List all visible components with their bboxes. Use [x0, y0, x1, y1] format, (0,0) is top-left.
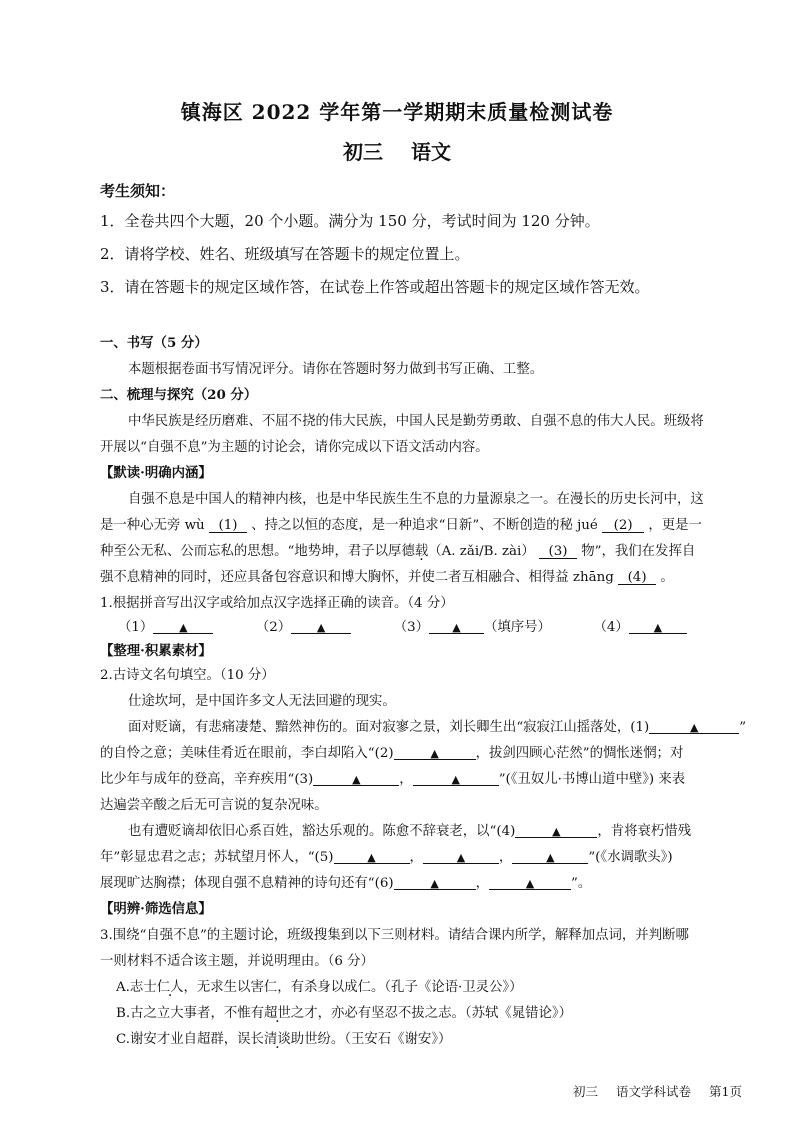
blank-1: (1) [209, 519, 247, 533]
q2-line-2: 面对贬谪，有悲痛凄楚、黯然神伤的。面对寂寥之景，刘长卿生出“寂寂江山摇落处，(1) ▲ ” [128, 720, 747, 735]
blank-4: (4) [618, 571, 656, 585]
passage-line-3: 种至公无私、公而忘私的思想。“地势坤，君子以厚德载（A. zǎi/B. zài） (3) 物”，我们在发挥自 [100, 544, 696, 559]
subsection-materials: 【整理·积累素材】 [100, 643, 212, 659]
q2-line-3: 的自怜之意；美味佳肴近在眼前，李白却陷入“(2) ▲ ，拔剑四顾心茫然”的惆怅迷惘；对 [100, 746, 684, 761]
poem-blank-4[interactable]: ▲ [515, 826, 597, 838]
section2-intro-2: 开展以“自强不息”为主题的讨论会，请你完成以下语文活动内容。 [100, 440, 489, 455]
poem-blank-6b[interactable]: ▲ [489, 878, 571, 890]
answer-blank-1[interactable]: ▲ [153, 622, 213, 634]
poem-blank-3b[interactable]: ▲ [413, 774, 499, 786]
exam-title: 镇海区 2022 学年第一学期期末质量检测试卷 [180, 100, 614, 124]
notice-item-2: 2．请将学校、姓名、班级填写在答题卡的规定位置上。 [100, 245, 470, 263]
poem-blank-1[interactable]: ▲ [649, 722, 739, 734]
question-3-line-2: 一则材料不适合该主题，并说明理由。（6 分） [100, 954, 374, 969]
poem-blank-6a[interactable]: ▲ [394, 878, 476, 890]
page-footer [555, 1082, 742, 1100]
footer-grade: 初三 [573, 1084, 599, 1099]
q2-line-1: 仕途坎坷，是中国许多文人无法回避的现实。 [128, 694, 396, 709]
section1-text: 本题根据卷面书写情况评分。请你在答题时努力做到书写正确、工整。 [128, 362, 544, 377]
q2-line-6: 也有遭贬谪却依旧心系百姓，豁达乐观的。陈愈不辞衰老，以“(4) ▲ ，肯将衰朽惜残 [128, 824, 692, 839]
question-3-line-1: 3.围绕“自强不息”的主题讨论，班级搜集到以下三则材料。请结合课内所学，解释加点词，并判断哪 [100, 928, 689, 943]
notice-item-3: 3．请在答题卡的规定区域作答，在试卷上作答或超出答题卡的规定区域作答无效。 [100, 278, 650, 296]
blank-2: (2) [602, 519, 644, 533]
poem-blank-5a[interactable]: ▲ [334, 852, 410, 864]
page-number: 第1页 [709, 1084, 742, 1099]
q1-answer-row: （1） ▲ （2） ▲ （3） ▲ （填序号） （4） ▲ [118, 616, 687, 635]
notice-item-1: 1．全卷共四个大题，20 个小题。满分为 150 分，考试时间为 120 分钟。 [100, 212, 600, 230]
passage-line-2: 是一种心无旁 wù (1) 、持之以恒的态度，是一种追求“日新”、不断创造的秘 jué (2) ，更是一 [100, 518, 702, 533]
q2-line-4: 比少年与成年的登高，辛弃疾用“(3) ▲ ， ▲ ”(《丑奴儿·书博山道中壁》) 来表 [100, 772, 686, 787]
exam-subtitle [0, 136, 794, 165]
passage-line-1: 自强不息是中国人的精神内核，也是中华民族生生不息的力量源泉之一。在漫长的历史长河中，这 [128, 492, 704, 507]
material-c: C.谢安才业自超群，误长清谈助世纷。（王安石《谢安》） [116, 1032, 452, 1047]
poem-blank-5c[interactable]: ▲ [512, 852, 588, 864]
question-2: 2.古诗文名句填空。（10 分） [100, 668, 275, 683]
notice-heading: 考生须知： [100, 182, 176, 200]
subsection-info: 【明辨·筛选信息】 [100, 901, 212, 917]
poem-blank-2[interactable]: ▲ [394, 748, 476, 760]
blank-3: (3) [539, 545, 577, 559]
answer-blank-4[interactable]: ▲ [629, 622, 687, 634]
section1-heading: 一、书写（5 分） [100, 335, 208, 351]
poem-blank-5b[interactable]: ▲ [423, 852, 499, 864]
grade-label: 初三 [343, 140, 383, 164]
material-b: B.古之立大事者，不惟有超世之才，亦必有坚忍不拔之志。（苏轼《晁错论》） [116, 1006, 572, 1021]
material-a: A.志士仁人，无求生以害仁，有杀身以成仁。（孔子《论语·卫灵公》） [116, 980, 523, 995]
section2-heading: 二、梳理与探究（20 分） [100, 387, 258, 403]
footer-paper: 语文学科试卷 [616, 1084, 692, 1099]
q2-line-5: 达遍尝辛酸之后无可言说的复杂况味。 [100, 798, 328, 813]
subsection-reading: 【默读·明确内涵】 [100, 465, 212, 481]
question-1: 1.根据拼音写出汉字或给加点汉字选择正确的读音。（4 分） [100, 596, 454, 611]
answer-blank-2[interactable]: ▲ [291, 622, 351, 634]
poem-blank-3a[interactable]: ▲ [313, 774, 399, 786]
q2-line-7: 年”彰显忠君之志；苏轼望月怀人，“(5) ▲ ， ▲ ， ▲ ”(《水调歌头》) [100, 850, 673, 865]
subject-label: 语文 [411, 140, 451, 164]
answer-blank-3[interactable]: ▲ [429, 622, 484, 634]
q2-line-8: 展现旷达胸襟；体现自强不息精神的诗句还有“(6) ▲ ， ▲ ”。 [100, 876, 592, 891]
section2-intro-1: 中华民族是经历磨难、不屈不挠的伟大民族，中国人民是勤劳勇敢、自强不息的伟大人民。班级将 [128, 414, 704, 429]
passage-line-4: 强不息精神的同时，还应具备包容意识和博大胸怀，并使二者互相融合、相得益 zhāng (4) 。 [100, 570, 674, 585]
